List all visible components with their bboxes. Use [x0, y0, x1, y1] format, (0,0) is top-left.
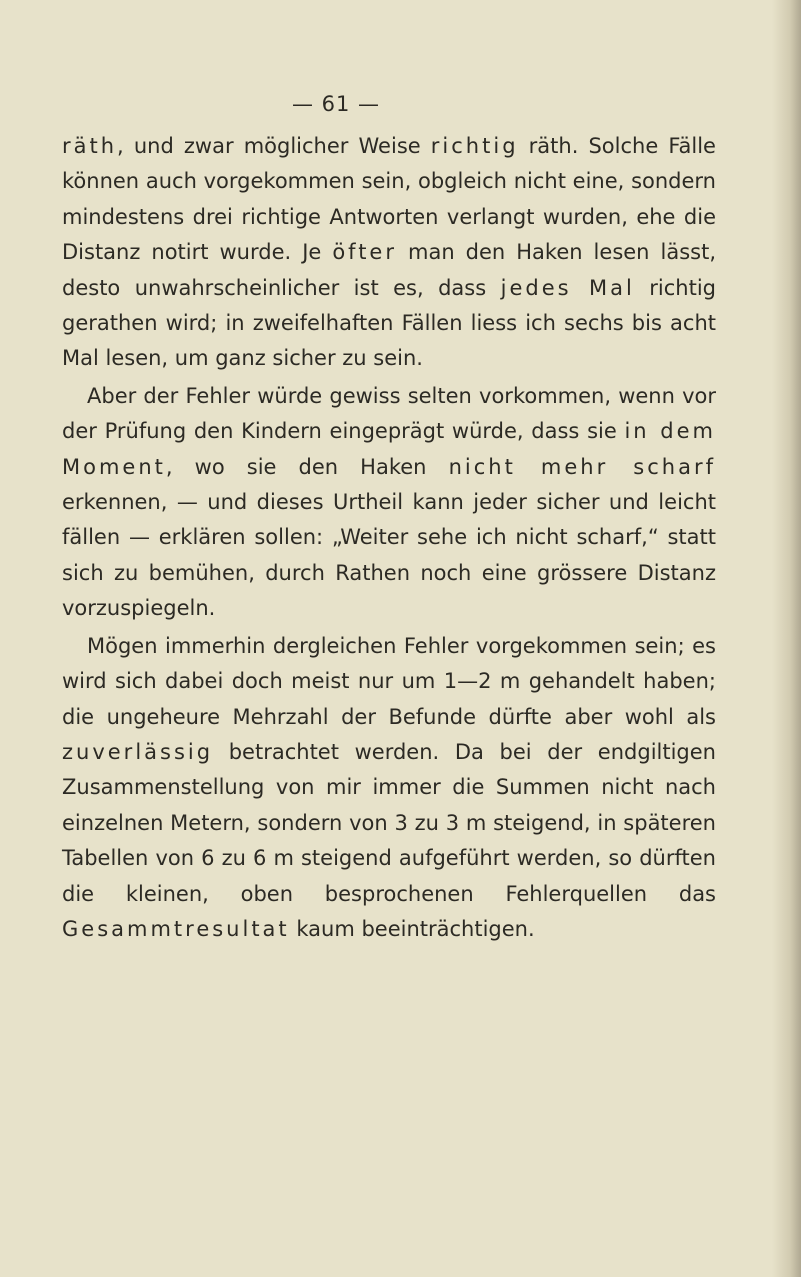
- segment: man den Haken lesen lässt, desto unwahrscheinlicher ist es, dass: [62, 240, 716, 300]
- segment: räth: [62, 134, 118, 158]
- body-text: [62, 129, 716, 947]
- paragraph-2: [62, 379, 716, 627]
- segment: Mögen immerhin dergleichen Fehler vorgekommen sein; es wird sich dabei doch meist nur um 1—2 m gehandelt haben; die ungeheure Mehrzahl der Befunde dürfte aber wohl als: [62, 633, 716, 729]
- page-number: — 61 —: [291, 92, 381, 116]
- paragraph-1: [62, 129, 716, 377]
- segment: , wo sie den Haken: [165, 454, 449, 479]
- paragraph-3: [62, 629, 716, 948]
- segment: Aber der Fehler würde gewiss selten vorkommen, wenn vor der Prüfung den Kindern eingeprägt würde, dass sie: [62, 383, 716, 444]
- segment: nicht mehr scharf: [448, 454, 716, 479]
- segment: in dem Moment: [62, 419, 716, 479]
- segment: kaum beeinträchtigen.: [289, 916, 535, 941]
- segment: Gesammtresultat: [62, 916, 290, 941]
- segment: richtig gerathen wird; in zweifelhaften Fällen liess ich sechs bis acht Mal lesen, um ganz sicher zu sein.: [62, 275, 716, 371]
- segment: zuverlässig: [62, 739, 214, 764]
- segment: öfter: [332, 240, 397, 265]
- segment: jedes Mal: [500, 275, 635, 300]
- segment: betrachtet werden. Da bei der endgiltigen Zusammenstellung von mir immer die Summen nicht nach einzelnen Metern, sondern von 3 zu 3 m steigend, in späteren Tabellen von 6 zu 6 m steigend aufgeführt werden, so dürften die kleinen, oben besprochenen Fehlerquellen das: [62, 739, 716, 906]
- segment: richtig: [430, 134, 519, 158]
- segment: räth. Solche Fälle können auch vorgekommen sein, obgleich nicht eine, sondern mindestens drei richtige Antworten verlangt wurden, ehe die Distanz notirt wurde. Je: [62, 134, 716, 265]
- segment: , und zwar möglicher Weise: [117, 134, 431, 158]
- segment: erkennen, — und dieses Urtheil kann jeder sicher und leicht fällen — erklären sollen: „Weiter sehe ich nicht scharf,“ statt sich zu bemühen, durch Rathen noch eine grössere Distanz vorzuspiegeln.: [62, 490, 716, 621]
